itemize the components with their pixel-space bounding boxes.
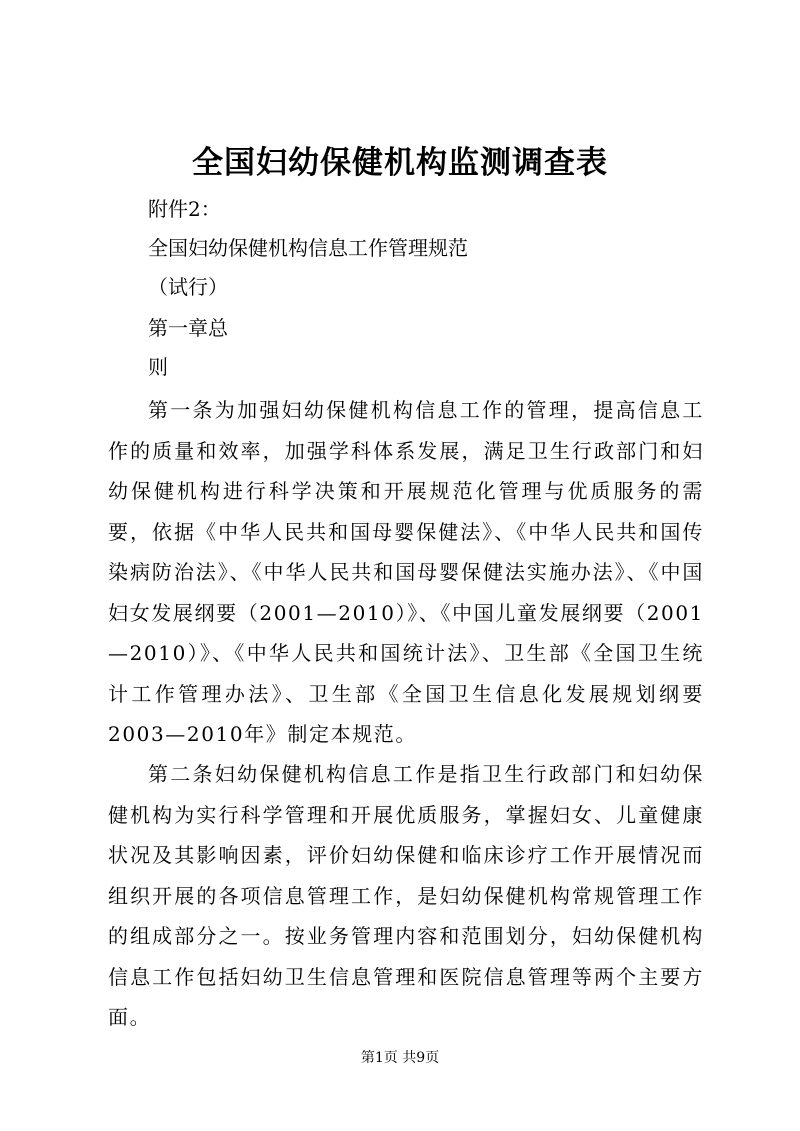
attachment-label: 附件2：	[148, 197, 221, 221]
trial-note: （试行）	[148, 275, 228, 299]
document-title: 全国妇幼保健机构监测调查表	[192, 145, 608, 181]
spec-title: 全国妇幼保健机构信息工作管理规范	[148, 236, 468, 260]
chapter-heading: 第一章总	[148, 316, 228, 340]
chapter-heading-continued: 则	[148, 355, 168, 379]
page-footer: 第1页 共9页	[360, 1050, 440, 1066]
article-2: 第二条妇幼保健机构信息工作是指卫生行政部门和妇幼保健机构为实行科学管理和开展优质服务，掌握妇女、儿童健康状况及其影响因素，评价妇幼保健和临床诊疗工作开展情况而组织开展的各项信息管理工作，是妇幼保健机构常规管理工作的组成部分之一。按业务管理内容和范围划分，妇幼保健机构信息工作包括妇幼卫生信息管理和医院信息管理等两个主要方面。	[108, 762, 704, 1029]
article-1: 第一条为加强妇幼保健机构信息工作的管理，提高信息工作的质量和效率，加强学科体系发展，满足卫生行政部门和妇幼保健机构进行科学决策和开展规范化管理与优质服务的需要，依据《中华人民共和国母婴保健法》、《中华人民共和国传染病防治法》、《中华人民共和国母婴保健法实施办法》、《中国妇女发展纲要（2001—2010）》、《中国儿童发展纲要（2001—2010）》、《中华人民共和国统计法》、卫生部《全国卫生统计工作管理办法》、卫生部《全国卫生信息化发展规划纲要2003—2010年》制定本规范。	[108, 398, 704, 746]
